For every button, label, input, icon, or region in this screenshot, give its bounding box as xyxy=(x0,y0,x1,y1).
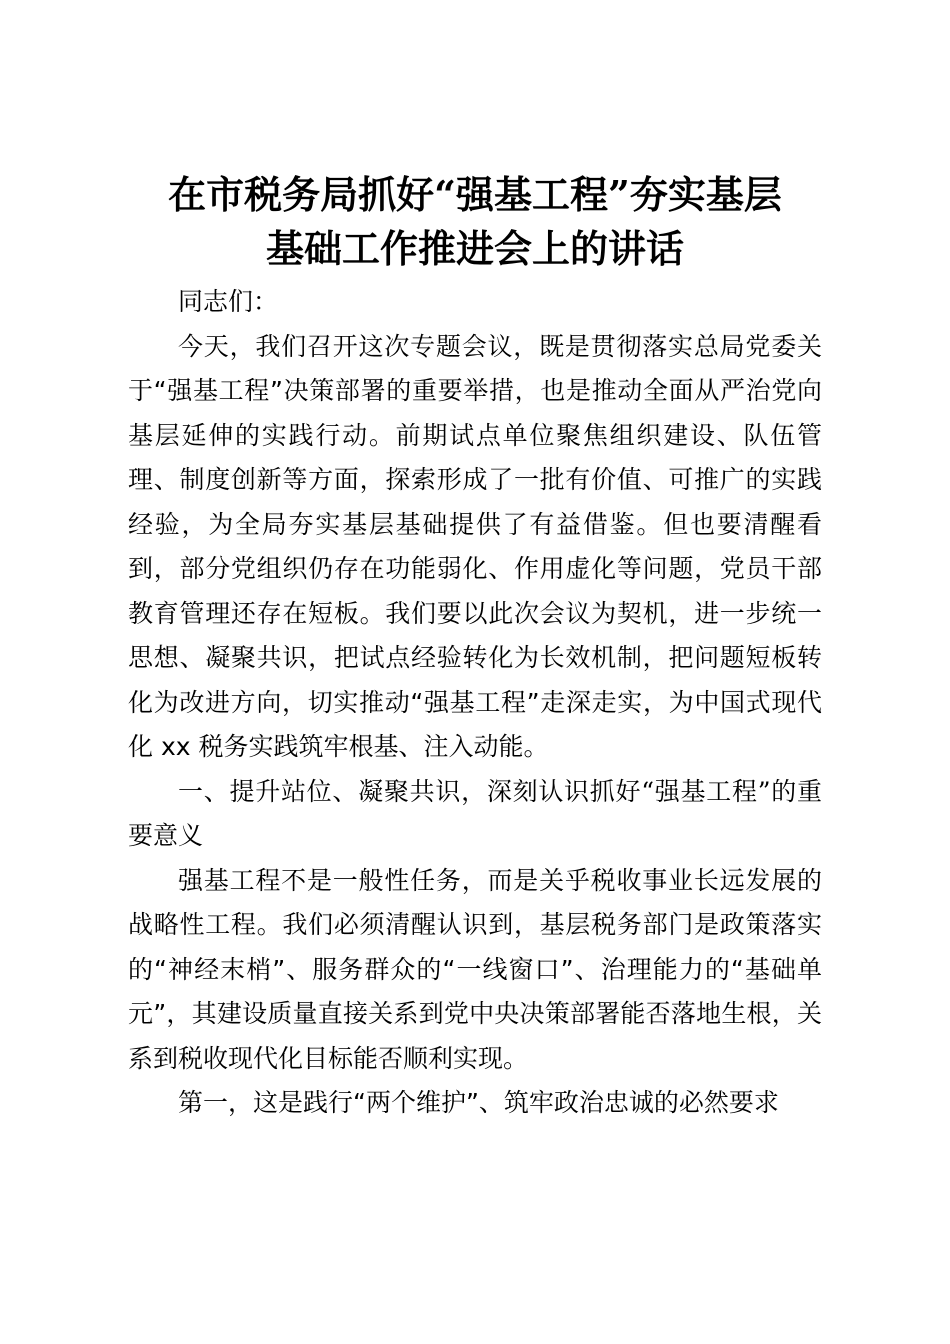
intro-paragraph: 今天，我们召开这次专题会议，既是贯彻落实总局党委关于“强基工程”决策部署的重要举措，也是推动全面从严治党向基层延伸的实践行动。前期试点单位聚焦组织建设、队伍管理、制度创新等方面，探索形成了一批有价值、可推广的实践经验，为全局夯实基层基础提供了有益借鉴。但也要清醒看到，部分党组织仍存在功能弱化、作用虚化等问题，党员干部教育管理还存在短板。我们要以此次会议为契机，进一步统一思想、凝聚共识，把试点经验转化为长效机制，把问题短板转化为改进方向，切实推动“强基工程”走深走实，为中国式现代化 xx 税务实践筑牢根基、注入动能。 xyxy=(128,331,822,761)
document-title xyxy=(128,168,822,276)
section-1-heading: 一、提升站位、凝聚共识，深刻认识抓好“强基工程”的重要意义 xyxy=(128,776,822,850)
salutation: 同志们： xyxy=(178,287,279,316)
document-body xyxy=(128,280,822,1126)
title-line-1: 在市税务局抓好“强基工程”夯实基层 xyxy=(168,172,782,217)
title-line-2: 基础工作推进会上的讲话 xyxy=(265,226,684,271)
point-1: 第一，这是践行“两个维护”、筑牢政治忠诚的必然要求 xyxy=(178,1088,779,1117)
document-page xyxy=(128,168,822,1126)
section-1-paragraph: 强基工程不是一般性任务，而是关乎税收事业长远发展的战略性工程。我们必须清醒认识到，基层税务部门是政策落实的“神经末梢”、服务群众的“一线窗口”、治理能力的“基础单元”，其建设质量直接关系到党中央决策部署能否落地生根，关系到税收现代化目标能否顺利实现。 xyxy=(128,865,822,1073)
